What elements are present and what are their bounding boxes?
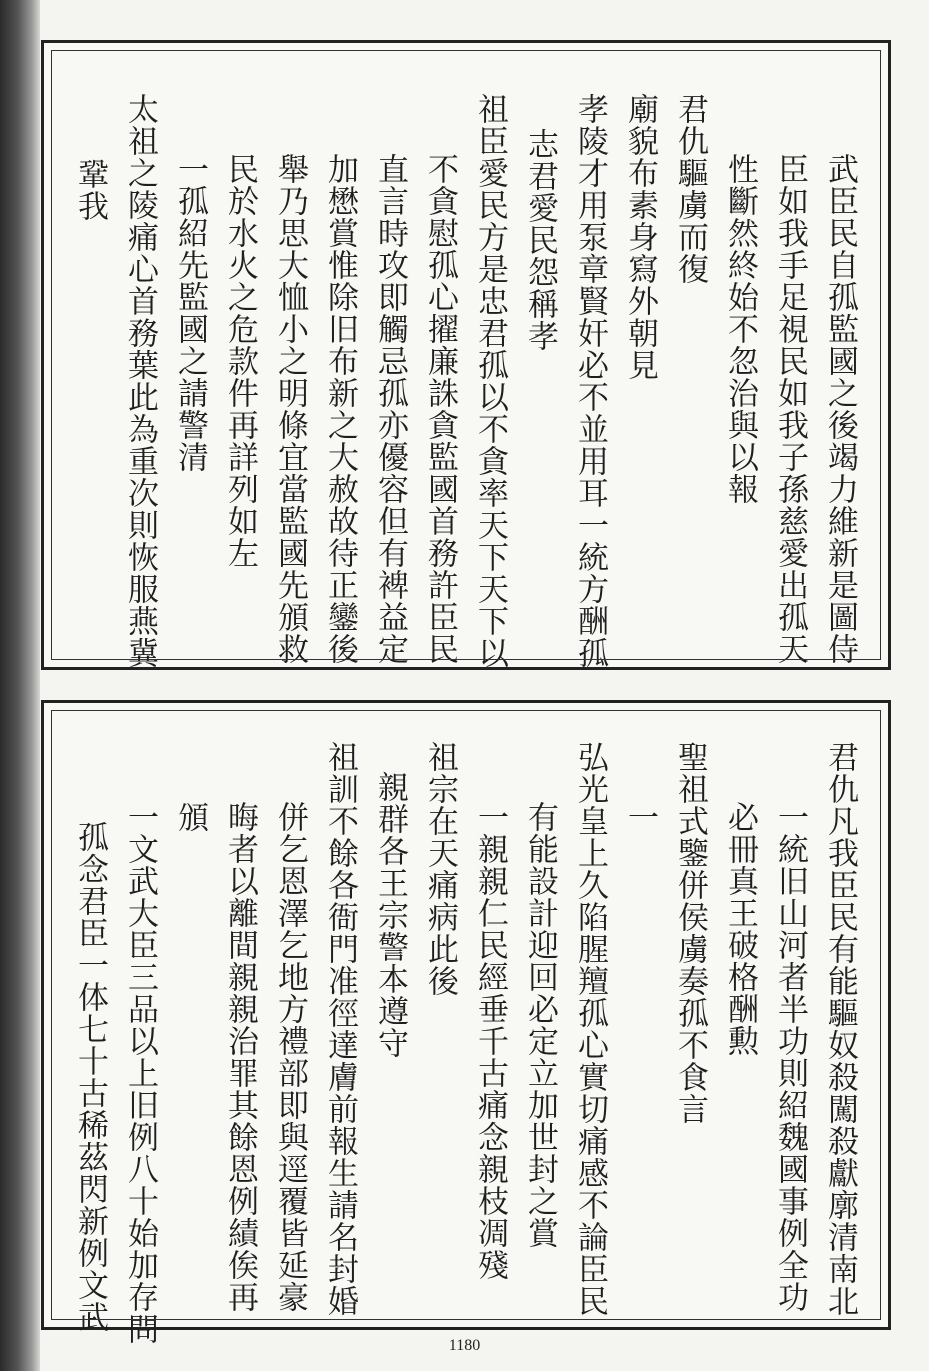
text-column: 有能設計迎回必定立加世封之賞 [522,801,558,1249]
text-column: 必冊真王破格酬勲 [722,801,758,1057]
text-column: 性斷然終始不忽治與以報 [722,153,758,505]
text-column: 廟貌布素身寫外朝見 [622,93,658,381]
text-column: 加懋賞惟除旧布新之大赦故待正鑾後 [322,153,358,665]
text-column: 一親親仁民經垂千古痛念親枝凋殘 [472,801,508,1281]
text-column: 祖宗在天痛病此後 [422,741,458,997]
page-number: 1180 [448,1337,481,1354]
text-column: 晦者以離間親親治罪其餘恩例績俟再 [222,801,258,1313]
text-column: 太祖之陵痛心首務葉此為重次則恢服燕冀 [122,93,158,669]
text-column: 臣如我手足視民如我子孫慈愛出孤天 [772,153,808,665]
text-column: 不貪慰孤心擢廉誅貪監國首務許臣民 [422,153,458,665]
document-panel-top [41,40,891,670]
text-column: 祖臣愛民方是忠君孤以不貪率天下天下以 [472,93,508,669]
text-column: 直言時攻即觸忌孤亦優容但有裨益定 [372,153,408,665]
text-column: 親群各王宗警本遵守 [372,771,408,1059]
text-column: 鞏我 [72,158,108,222]
text-column: 聖祖式鑒併侯虜奏孤不食言 [672,741,708,1125]
text-column: 志君愛民怨稱孝 [522,128,558,352]
text-column: 武臣民自孤監國之後竭力維新是圖侍 [822,153,858,665]
text-column: 祖訓不餘各衙門准徑達膚前報生請名封婚 [322,741,358,1317]
text-column: 一統旧山河者半功則紹魏國事例全功 [772,801,808,1313]
text-column: 弘光皇上久陷腥羶孤心實切痛感不論臣民 [572,741,608,1317]
book-gutter-shadow [0,0,40,1371]
text-column: 舉乃思大恤小之明條宜當監國先頒救 [272,153,308,665]
text-column: 君仇驅虜而復 [672,93,708,285]
text-column: 一 [622,801,658,833]
text-column: 一孤紹先監國之請警清 [172,153,208,473]
text-column: 併乞恩澤乞地方禮部即與逕覆皆延豪 [272,801,308,1313]
text-column: 頒 [172,801,208,833]
text-column: 孝陵才用泵章賢奸必不並用耳一統方酬孤 [572,93,608,669]
text-column: 民於水火之危款件再詳列如左 [222,153,258,569]
text-column: 君仇凡我臣民有能驅奴殺闖殺獻廓清南北 [822,741,858,1317]
text-column: 一文武大臣三品以上旧例八十始加存問 [122,801,158,1345]
text-column: 孤念君臣一体七十古稀茲閃新例文武 [72,821,108,1333]
document-panel-bottom [41,700,891,1345]
